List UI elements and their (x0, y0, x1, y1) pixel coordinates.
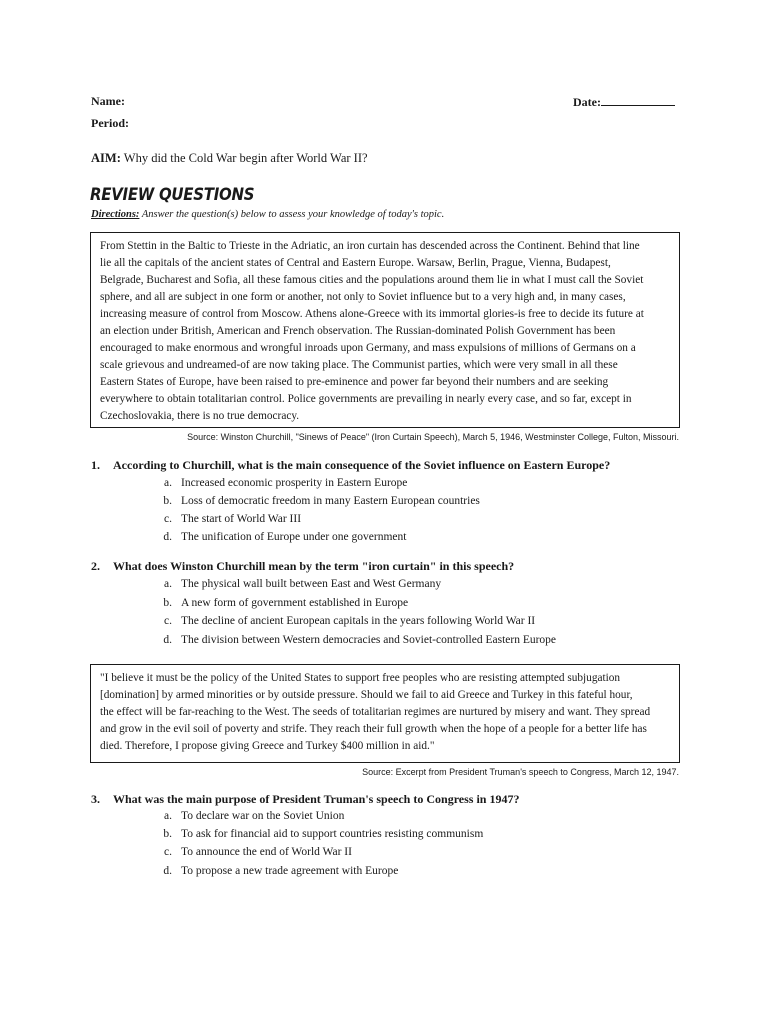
option-text: To ask for financial aid to support countries resisting communism (181, 828, 484, 840)
option-text: A new form of government established in Europe (181, 597, 409, 609)
question-1 (91, 458, 610, 473)
option-text: Loss of democratic freedom in many Eastern European countries (181, 495, 480, 507)
passage-line: sphere, and all are subject in one form or another, not only to Soviet influence but to a very high and, in many cases, (100, 291, 626, 303)
question-number: 3. (91, 792, 100, 806)
option-letter: b. (163, 828, 172, 840)
question-2 (91, 559, 514, 574)
passage-line: increasing measure of control from Moscow. Athens alone-Greece with its immortal glories-is free to decide its future at (100, 308, 644, 320)
option-letter: b. (163, 495, 172, 507)
passage-line: died. Therefore, I propose giving Greece and Turkey $400 million in aid." (100, 740, 435, 752)
question-number: 2. (91, 559, 100, 573)
question-text: According to Churchill, what is the main consequence of the Soviet influence on Eastern Europe? (113, 458, 611, 472)
passage-line: encouraged to make enormous and wrongful inroads upon Germany, and mass expulsions of millions of Germans on a (100, 342, 636, 354)
passage-line: and grow in the evil soil of poverty and strife. They reach their full growth when the hope of a people for a better life has (100, 723, 647, 735)
question-text: What does Winston Churchill mean by the term "iron curtain" in this speech? (113, 559, 515, 573)
option-letter: a. (164, 810, 172, 822)
date-field (573, 94, 675, 110)
option-text: The division between Western democracies and Soviet-controlled Eastern Europe (181, 634, 557, 646)
date-label: Date: (573, 95, 601, 109)
option-text: Increased economic prosperity in Eastern Europe (181, 477, 408, 489)
option-letter: b. (163, 597, 172, 609)
option-text: To declare war on the Soviet Union (181, 810, 345, 822)
option-letter: a. (164, 477, 172, 489)
passage-line: the effect will be far-reaching to the West. The seeds of totalitarian regimes are nurtured by misery and want. They spread (100, 706, 651, 718)
option-text: The start of World War III (181, 513, 302, 525)
name-label: Name: (91, 94, 125, 108)
passage-line: lie all the capitals of the ancient states of Central and Eastern Europe. Warsaw, Berlin, Prague, Vienna, Budapest, (100, 257, 611, 269)
truman-passage-box (90, 664, 680, 763)
passage-line: Eastern States of Europe, have been raised to pre-eminence and power far beyond their numbers and are seeking (100, 376, 609, 388)
passage-line: everywhere to obtain totalitarian control. Police governments are prevailing in nearly every case, and so far, except in (100, 393, 632, 405)
option-letter: d. (163, 865, 172, 877)
option-text: To propose a new trade agreement with Europe (181, 865, 399, 877)
truman-source: Source: Excerpt from President Truman's speech to Congress, March 12, 1947. (362, 767, 679, 777)
churchill-source: Source: Winston Churchill, "Sinews of Peace" (Iron Curtain Speech), March 5, 1946, Westminster College, Fulton, Missouri. (187, 432, 679, 442)
directions-text: Answer the question(s) below to assess your knowledge of today's topic. (141, 209, 445, 220)
option-letter: c. (164, 846, 172, 858)
option-letter: d. (163, 634, 172, 646)
option-letter: a. (164, 578, 172, 590)
option-text: The physical wall built between East and West Germany (181, 578, 442, 590)
passage-line: Belgrade, Bucharest and Sofia, all these famous cities and the populations around them lie in what I must call the Soviet (100, 274, 644, 286)
question-text: What was the main purpose of President Truman's speech to Congress in 1947? (113, 792, 520, 806)
aim-line (91, 151, 368, 166)
period-label: Period: (91, 116, 129, 130)
passage-line: "I believe it must be the policy of the United States to support free peoples who are resisting attempted subjugation (100, 672, 621, 684)
passage-line: an election under British, American and French observation. The Russian-dominated Polish Government has been (100, 325, 616, 337)
option-text: The decline of ancient European capitals in the years following World War II (181, 615, 536, 627)
aim-label: AIM: (91, 151, 121, 165)
directions (91, 209, 444, 220)
date-blank-line (601, 94, 675, 106)
option-letter: d. (163, 531, 172, 543)
question-3 (91, 792, 519, 807)
option-letter: c. (164, 615, 172, 627)
passage-line: [domination] by armed minorities or by outside pressure. Should we fail to aid Greece and Turkey in this fateful hour, (100, 689, 633, 701)
passage-line: scale grievous and undreamed-of are now taking place. The Communist parties, which were very small in all these (100, 359, 618, 371)
question-number: 1. (91, 458, 100, 472)
passage-line: Czechoslovakia, there is no true democracy. (100, 410, 300, 422)
section-title: REVIEW QUESTIONS (90, 185, 255, 205)
aim-text: Why did the Cold War begin after World War II? (123, 151, 368, 165)
option-text: The unification of Europe under one government (181, 531, 407, 543)
directions-label: Directions: (91, 209, 140, 220)
option-text: To announce the end of World War II (181, 846, 352, 858)
passage-line: From Stettin in the Baltic to Trieste in the Adriatic, an iron curtain has descended across the Continent. Behind that line (100, 240, 640, 252)
option-letter: c. (164, 513, 172, 525)
churchill-passage-box (90, 232, 680, 428)
